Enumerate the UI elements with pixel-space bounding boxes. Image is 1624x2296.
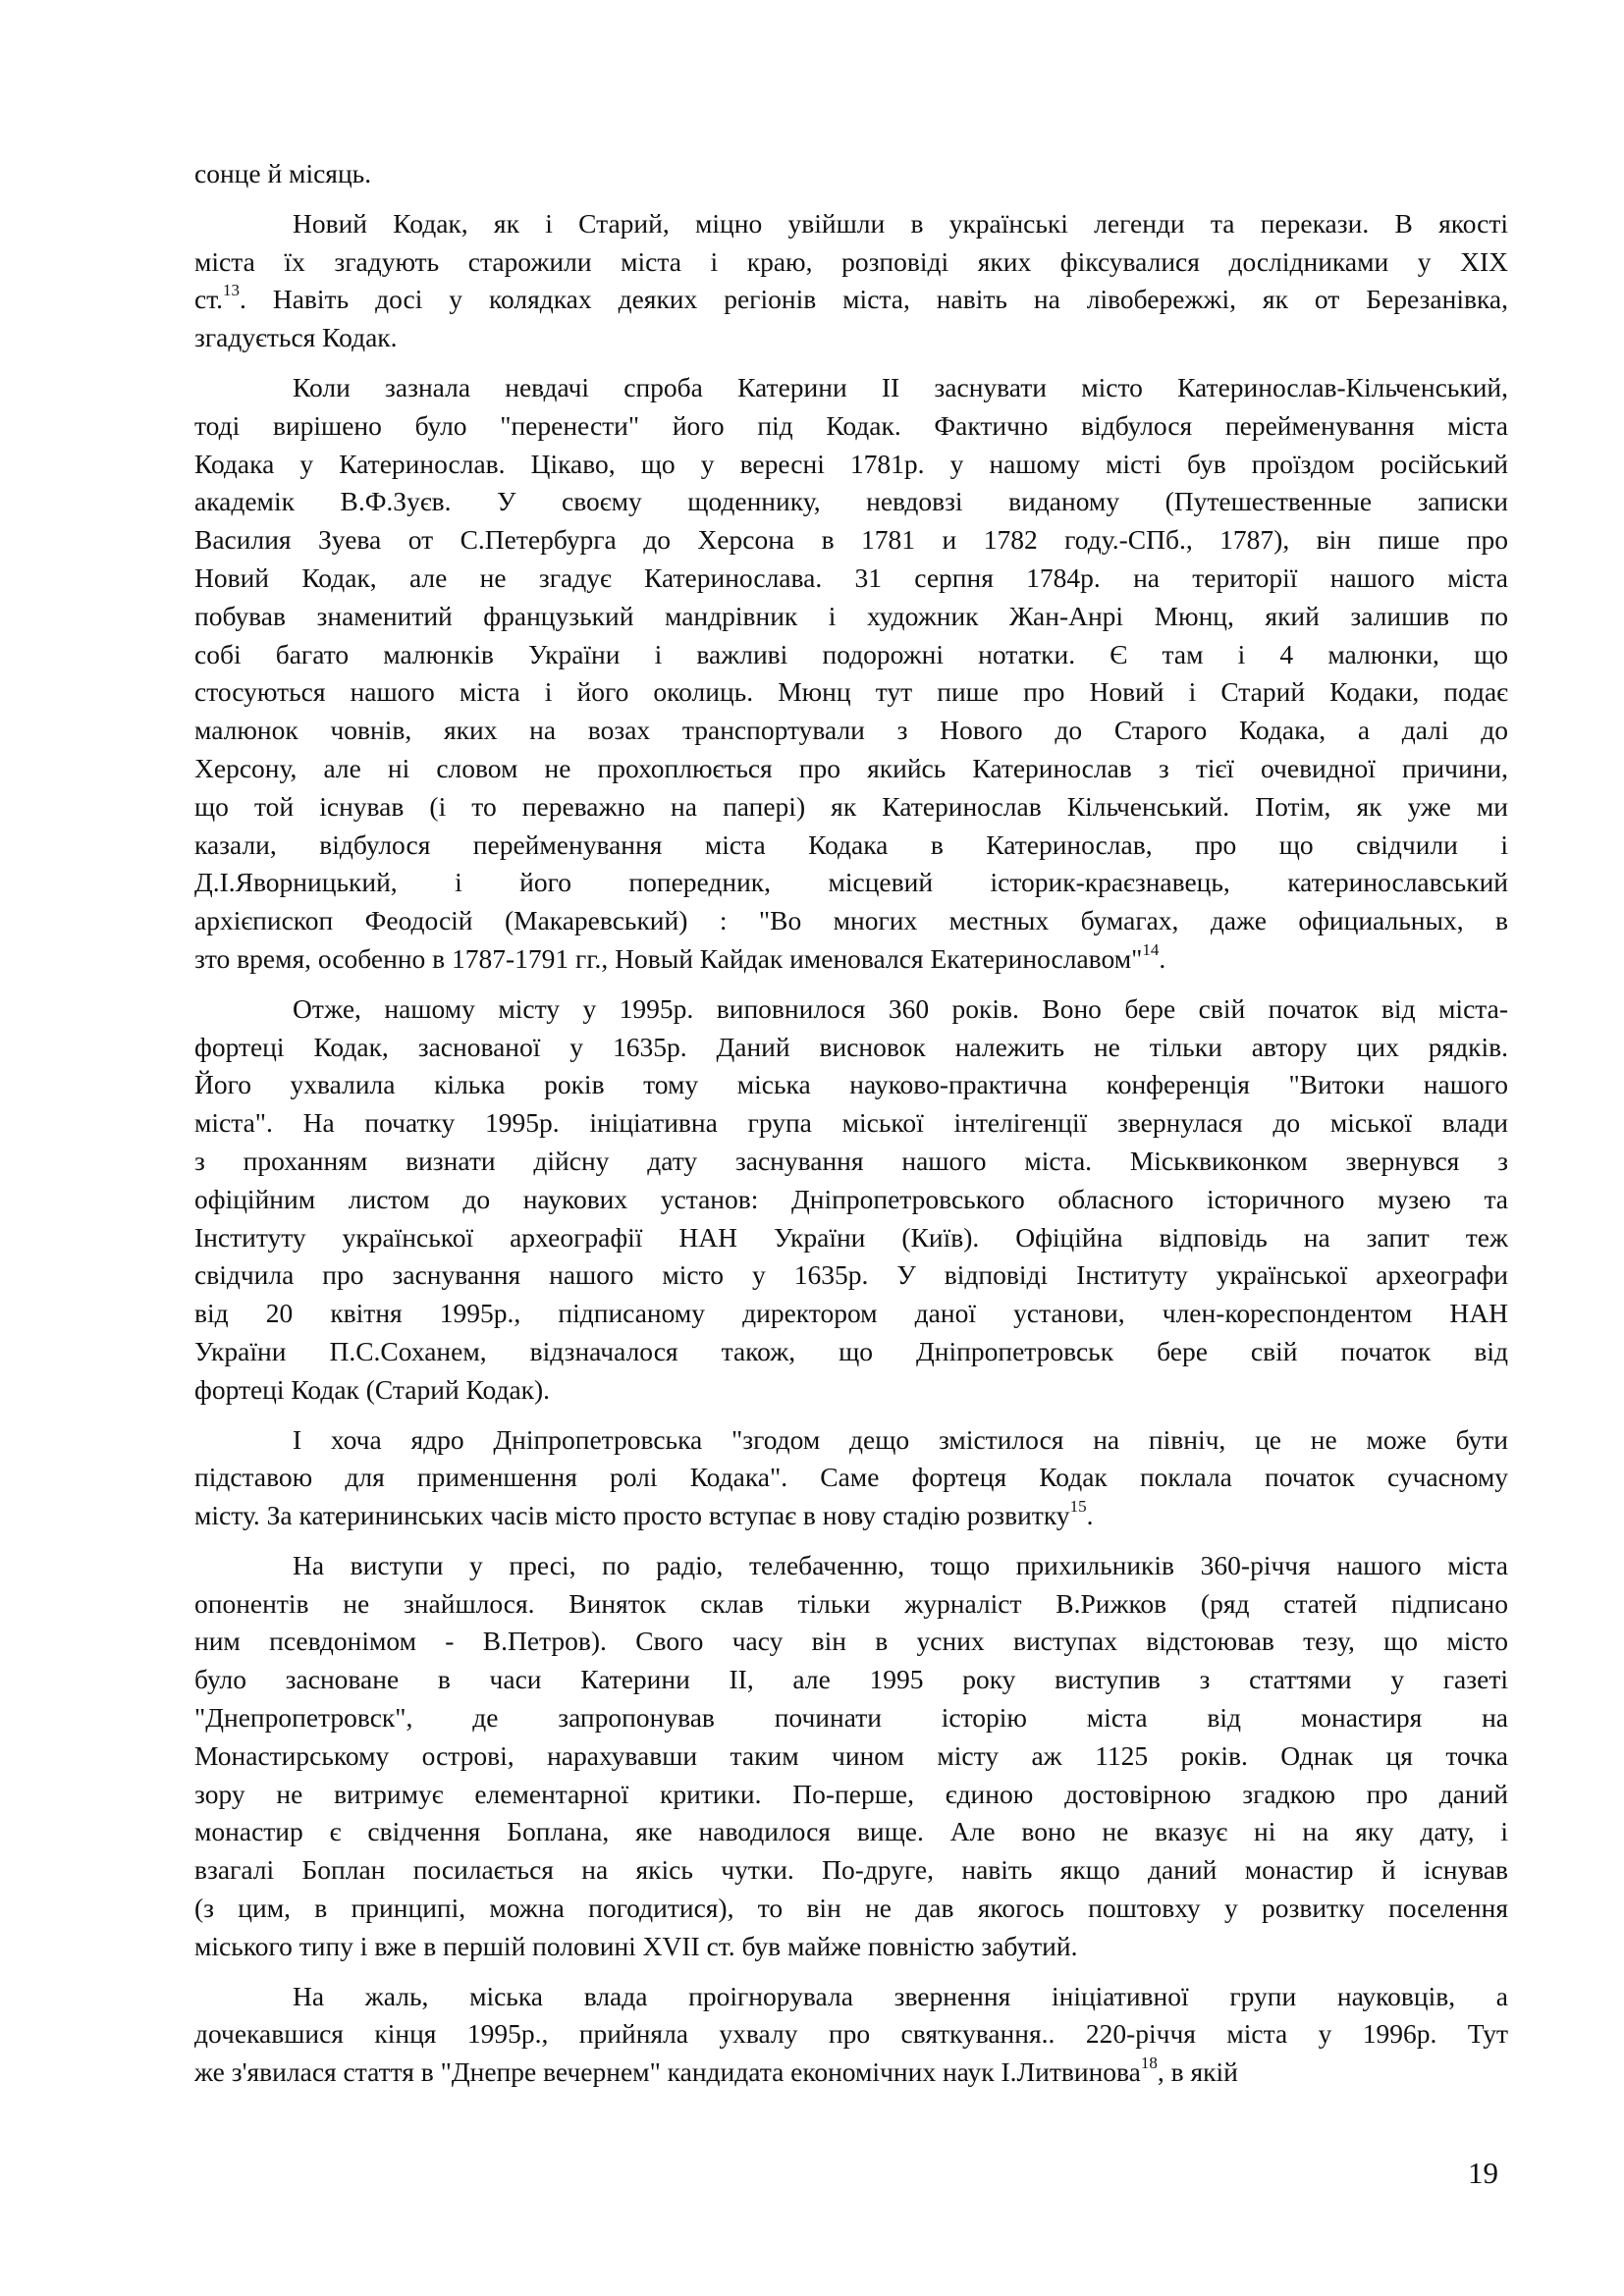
- text-line: що той існував (і то переважно на папері) як Катеринослав Кільченський. Потім, як уже ми: [194, 790, 1508, 822]
- text-line: побував знаменитий французький мандрівник і художник Жан-Анрі Мюнц, який залишив по: [194, 600, 1508, 631]
- text-line: І хоча ядро Дніпропетровська "згодом дещо змістилося на північ, це не може бути: [293, 1423, 1508, 1455]
- text-line: з проханням визнати дійсну дату заснування нашого міста. Міськвиконком звернувся з: [194, 1145, 1508, 1176]
- text-line: На жаль, міська влада проігнорувала звернення ініціативної групи науковців, а: [293, 1980, 1508, 2011]
- text-line: "Днепропетровск", де запропонував починати історію міста від монастиря на: [194, 1702, 1508, 1734]
- text-line: Д.І.Яворницький, і його попередник, місцевий історик-краєзнавець, катеринославський: [194, 867, 1508, 898]
- page-number: 19: [1468, 2156, 1498, 2190]
- text-line: Інституту української археографії НАН України (Київ). Офіційна відповідь на запит теж: [194, 1221, 1508, 1253]
- text-line: стосуються нашого міста і його околиць. Мюнц тут пише про Новий і Старий Кодаки, подає: [194, 676, 1508, 708]
- text-line: же з'явилася стаття в "Днепре вечернем" кандидата економічних наук І.Литвинова$^{18}$, в якій: [194, 2054, 1238, 2088]
- text-line: фортеці Кодак (Старий Кодак).: [194, 1373, 551, 1405]
- text-line: зору не витримує елементарної критики. По-перше, єдиною достовірною згадкою про даний: [194, 1778, 1508, 1809]
- text-line: (з цим, в принципі, можна погодитися), то він не дав якогось поштовху у розвитку поселення: [194, 1893, 1508, 1924]
- footnote-reference: 18: [1140, 2054, 1158, 2073]
- text-line: міського типу і вже в першій половині XVII ст. був майже повністю забутий.: [194, 1930, 1078, 1961]
- text-line: монастир є свідчення Боплана, яке наводилося вище. Але воно не вказує ні на яку дату, і: [194, 1816, 1508, 1847]
- text-line: було засноване в часи Катерини II, але 1995 року виступив з статтями у газеті: [194, 1664, 1508, 1695]
- paragraph: [194, 369, 1508, 979]
- text-line: собі багато малюнків України і важливі подорожні нотатки. Є там і 4 малюнки, що: [194, 638, 1508, 669]
- text-line: підставою для применшення ролі Кодака". Саме фортеця Кодак поклала початок сучасному: [194, 1462, 1508, 1493]
- text-line: фортеці Кодак, заснованої у 1635р. Даний висновок належить не тільки автору цих рядків.: [194, 1031, 1508, 1062]
- text-line: опонентів не знайшлося. Виняток склав тільки журналіст В.Рижков (ряд статей підписано: [194, 1587, 1508, 1619]
- paragraph: [194, 990, 1508, 1410]
- text-line: Херсону, але ні словом не прохоплюється про якийсь Катеринослав з тієї очевидної причини,: [194, 752, 1508, 783]
- text-line: Новий Кодак, як і Старий, міцно увійшли в українські легенди та перекази. В якості: [293, 207, 1508, 239]
- text-line: офіційним листом до наукових установ: Дніпропетровського обласного історичного музею та: [194, 1183, 1508, 1214]
- text-line: свідчила про заснування нашого місто у 1635р. У відповіді Інституту української археографи: [194, 1259, 1508, 1291]
- text-line: міста їх згадують старожили міста і краю, розповіді яких фіксувалися дослідниками у XIX: [194, 245, 1508, 277]
- text-line: Його ухвалила кілька років тому міська науково-практична конференція "Витоки нашого: [194, 1069, 1508, 1100]
- text-line: від 20 квітня 1995р., підписаному директором даної установи, член-кореспондентом НАН: [194, 1298, 1508, 1329]
- text-line: ст.$^{13}$. Навіть досі у колядках деяких регіонів міста, навіть на лівобережжі, як от Березанівка,: [194, 281, 1508, 315]
- paragraph: [194, 155, 1508, 193]
- text-line: ним псевдонімом - В.Петров). Свого часу він в усних виступах відстоював тезу, що місто: [194, 1626, 1508, 1657]
- footnote-reference: 14: [1142, 939, 1160, 959]
- footnote-reference: 13: [223, 281, 241, 300]
- paragraph: [194, 1421, 1508, 1535]
- text-line: зто время, особенно в 1787-1791 гг., Новый Кайдак именовался Екатеринославом"$^{14}$.: [194, 939, 1166, 974]
- text-line: України П.С.Соханем, відзначалося також, що Дніпропетровськ бере свій початок від: [194, 1335, 1508, 1366]
- paragraph: [194, 205, 1508, 357]
- text-line: Новий Кодак, але не згадує Катеринослава. 31 серпня 1784р. на території нашого міста: [194, 561, 1508, 593]
- text-line: Коли зазнала невдачі спроба Катерини II заснувати місто Катеринослав-Кільченський,: [293, 371, 1508, 402]
- text-line: архієпископ Феодосій (Макаревський) : "Во многих местных бумагах, даже официальных, в: [194, 905, 1508, 936]
- text-line: Кодака у Катеринослав. Цікаво, що у вересні 1781р. у нашому місті був проїздом російський: [194, 448, 1508, 479]
- text-line: дочекавшися кінця 1995р., прийняла ухвалу про святкування.. 220-річчя міста у 1996р. Тут: [194, 2018, 1508, 2050]
- footnote-reference: 15: [1069, 1497, 1087, 1517]
- text-line: місту. За катерининських часів місто просто вступає в нову стадію розвитку$^{15}$.: [194, 1497, 1094, 1531]
- text-line: сонце й місяць.: [194, 158, 372, 188]
- text-line: малюнок човнів, яких на возах транспортували з Нового до Старого Кодака, а далі до: [194, 715, 1508, 746]
- text-line: академік В.Ф.Зуєв. У своєму щоденнику, невдовзі виданому (Путешественные записки: [194, 486, 1508, 517]
- text-line: тоді вирішено було "перенести" його під Кодак. Фактично відбулося перейменування міста: [194, 409, 1508, 441]
- text-line: міста". На початку 1995р. ініціативна група міської інтелігенції звернулася до міської влади: [194, 1107, 1508, 1139]
- text-line: Василия Зуева от С.Петербурга до Херсона в 1781 и 1782 году.-СПб., 1787), він пише про: [194, 524, 1508, 556]
- text-line: Монастирському острові, нарахувавши таким чином місту аж 1125 років. Однак ця точка: [194, 1739, 1508, 1771]
- text-line: взагалі Боплан посилається на якісь чутки. По-друге, навіть якщо даний монастир й існував: [194, 1854, 1508, 1886]
- paragraph: [194, 1547, 1508, 1966]
- text-line: казали, відбулося перейменування міста Кодака в Катеринослав, про що свідчили і: [194, 828, 1508, 860]
- paragraph: [194, 1978, 1508, 2092]
- text-line: На виступи у пресі, по радіо, телебаченню, тощо прихильників 360-річчя нашого міста: [293, 1549, 1508, 1580]
- text-line: згадується Кодак.: [194, 322, 398, 353]
- text-line: Отже, нашому місту у 1995р. виповнилося 360 років. Воно бере свій початок від міста-: [293, 992, 1508, 1024]
- body-text: [194, 155, 1508, 2104]
